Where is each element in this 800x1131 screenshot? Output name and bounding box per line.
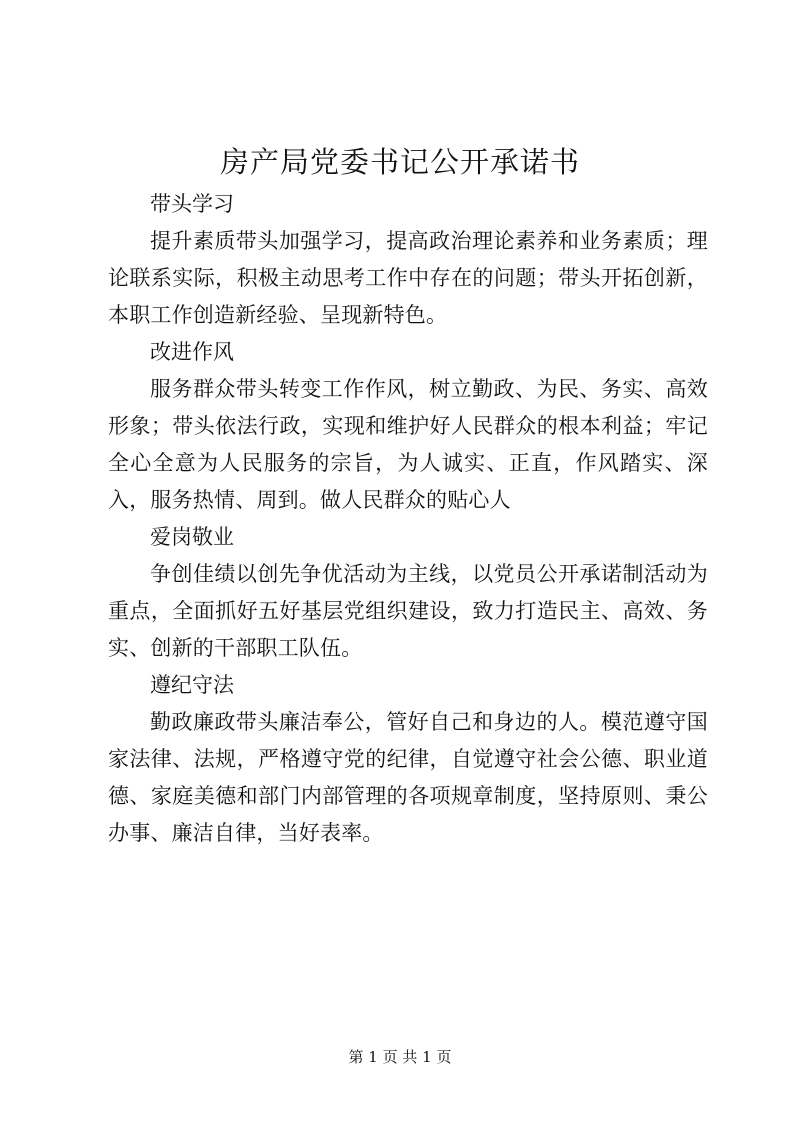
section-paragraph: 服务群众带头转变工作作风，树立勤政、为民、务实、高效形象；带头依法行政，实现和维护好人民群众的根本利益；牢记全心全意为人民服务的宗旨，为人诚实、正直，作风踏实、深入，服务热情、周到。做人民群众的贴心人 (108, 377, 708, 512)
section-law-abiding (108, 667, 708, 852)
document-title: 房产局党委书记公开承诺书 (219, 145, 580, 179)
section-dedication (108, 519, 708, 667)
section-paragraph: 争创佳绩以创先争优活动为主线，以党员公开承诺制活动为重点，全面抓好五好基层党组织建设，致力打造民主、高效、务实、创新的干部职工队伍。 (108, 562, 708, 660)
document-body (108, 186, 708, 852)
section-heading: 爱岗敬业 (150, 525, 234, 549)
section-lead-study (108, 186, 708, 334)
section-paragraph: 提升素质带头加强学习，提高政治理论素养和业务素质；理论联系实际，积极主动思考工作中存在的问题；带头开拓创新，本职工作创造新经验、呈现新特色。 (108, 229, 708, 327)
section-heading: 遵纪守法 (150, 673, 234, 697)
section-heading: 改进作风 (150, 340, 234, 364)
section-heading: 带头学习 (150, 192, 234, 216)
section-paragraph: 勤政廉政带头廉洁奉公，管好自己和身边的人。模范遵守国家法律、法规，严格遵守党的纪律，自觉遵守社会公德、职业道德、家庭美德和部门内部管理的各项规章制度，坚持原则、秉公办事、廉洁自律，当好表率。 (108, 710, 708, 845)
section-improve-style (108, 334, 708, 519)
page-footer: 第 1 页 共 1 页 (348, 1048, 452, 1066)
